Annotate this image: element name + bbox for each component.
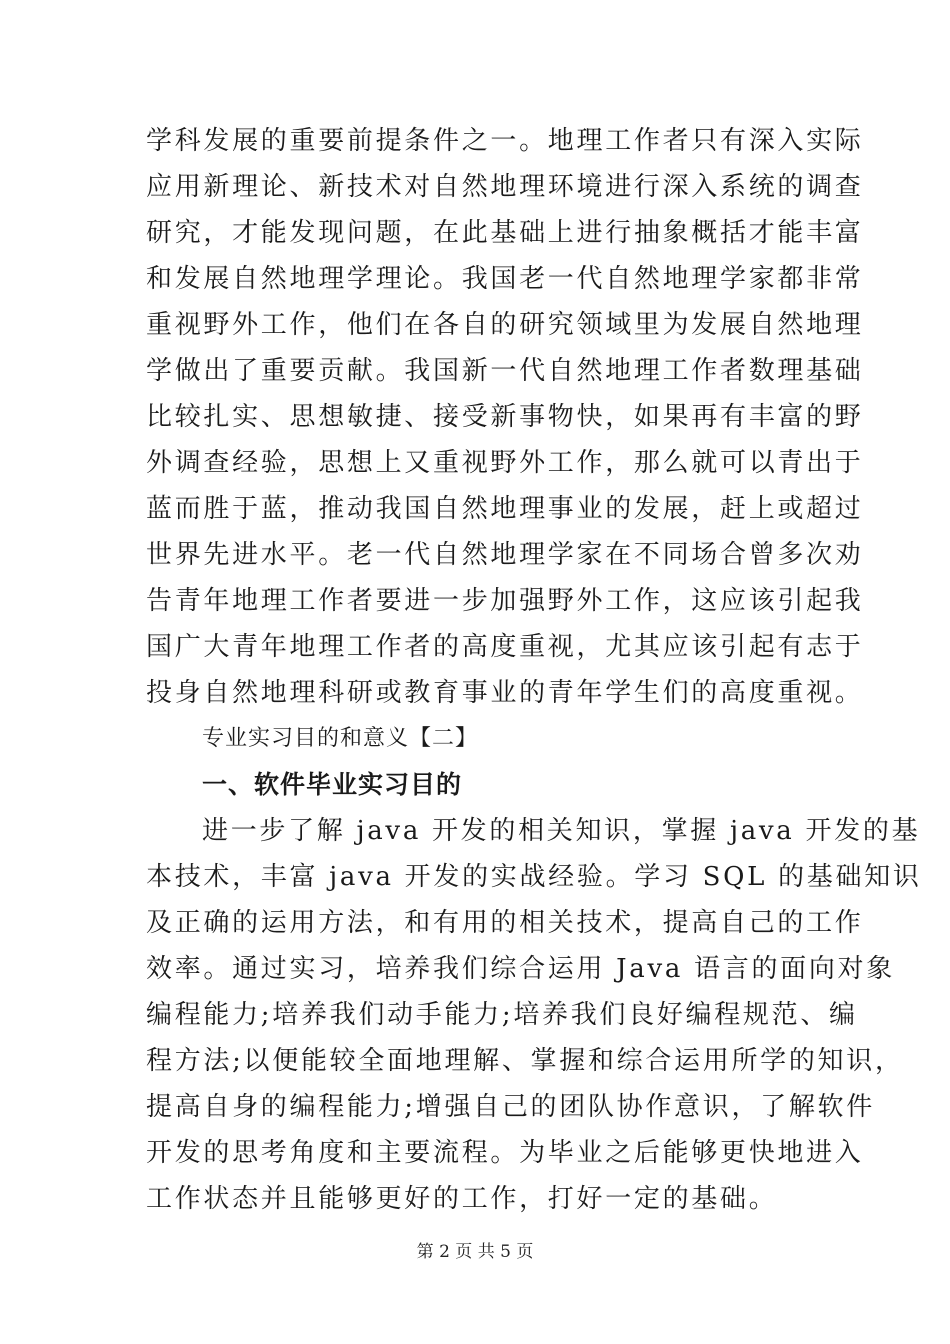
paragraph-line: 及正确的运用方法，和有用的相关技术，提高自己的工作 [146,908,864,938]
paragraph-line: 国广大青年地理工作者的高度重视，尤其应该引起有志于 [146,632,864,662]
paragraph-1 [146,118,864,716]
paragraph-line: 投身自然地理科研或教育事业的青年学生们的高度重视。 [146,678,864,708]
page-footer [0,1240,950,1264]
paragraph-line: 和发展自然地理学理论。我国老一代自然地理学家都非常 [146,264,864,294]
paragraph-line: 进一步了解 java 开发的相关知识，掌握 java 开发的基 [202,816,921,846]
paragraph-line: 程方法;以便能较全面地理解、掌握和综合运用所学的知识， [146,1046,904,1076]
paragraph-line: 告青年地理工作者要进一步加强野外工作，这应该引起我 [146,586,864,616]
page-number-label: 第 2 页 共 5 页 [416,1242,534,1262]
paragraph-line: 比较扎实、思想敏捷、接受新事物快，如果再有丰富的野 [146,402,864,432]
paragraph-line: 应用新理论、新技术对自然地理环境进行深入系统的调查 [146,172,864,202]
paragraph-line: 外调查经验，思想上又重视野外工作，那么就可以青出于 [146,448,864,478]
paragraph-line: 世界先进水平。老一代自然地理学家在不同场合曾多次劝 [146,540,864,570]
paragraph-line: 学科发展的重要前提条件之一。地理工作者只有深入实际 [146,126,864,156]
paragraph-line: 编程能力;培养我们动手能力;培养我们良好编程规范、编 [146,1000,858,1030]
paragraph-line: 工作状态并且能够更好的工作，打好一定的基础。 [146,1184,778,1214]
paragraph-line: 研究，才能发现问题，在此基础上进行抽象概括才能丰富 [146,218,864,248]
heading-software-internship-purpose: 一、软件毕业实习目的 [202,770,463,799]
paragraph-line: 学做出了重要贡献。我国新一代自然地理工作者数理基础 [146,356,864,386]
paragraph-line: 开发的思考角度和主要流程。为毕业之后能够更快地进入 [146,1138,864,1168]
paragraph-line: 效率。通过实习，培养我们综合运用 Java 语言的面向对象 [146,954,895,984]
document-body [146,118,922,1222]
section-title: 专业实习目的和意义【二】 [202,726,479,751]
paragraph-line: 重视野外工作，他们在各自的研究领域里为发展自然地理 [146,310,864,340]
paragraph-line: 蓝而胜于蓝，推动我国自然地理事业的发展，赶上或超过 [146,494,864,524]
paragraph-line: 提高自身的编程能力;增强自己的团队协作意识，了解软件 [146,1092,875,1122]
paragraph-line: 本技术，丰富 java 开发的实战经验。学习 SQL 的基础知识 [146,862,922,892]
paragraph-2 [146,808,922,1222]
